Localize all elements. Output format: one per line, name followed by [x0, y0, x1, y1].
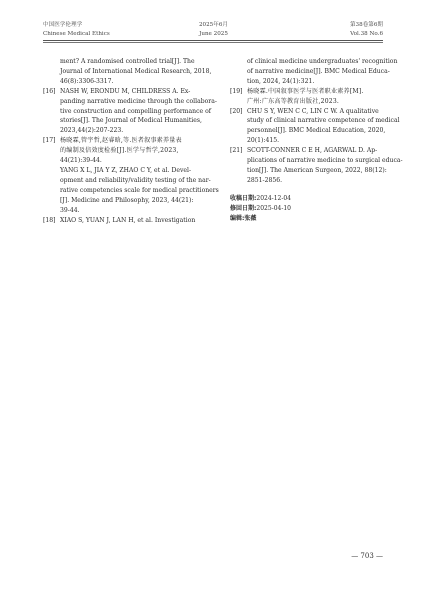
- reference-line: NASH W, ERONDU M, CHILDRESS A. Ex-: [60, 87, 191, 95]
- reference-entry: [43, 216, 200, 226]
- reference-line: 杨晓霖,管宇哲,赵睿晗,等.医者叙事素养量表: [60, 137, 182, 145]
- received-date-label: 收稿日期:: [230, 194, 257, 202]
- page-number: — 703 —: [351, 552, 383, 560]
- received-date-value: 2024-12-04: [256, 194, 291, 202]
- reference-line: [J]. Medicine and Philosophy, 2023, 44(21):: [60, 196, 194, 204]
- reference-line: of narrative medicine[J]. BMC Medical Educa-: [247, 67, 390, 75]
- reference-entry: [43, 136, 219, 215]
- reference-line: stories[J]. The Journal of Medical Humanities,: [60, 117, 202, 125]
- reference-line: YANG X L, JIA Y Z, ZHAO C Y, et al. Devel-: [60, 166, 192, 174]
- reference-line: tion, 2024, 24(1):321.: [247, 77, 315, 85]
- revised-date: [230, 204, 387, 214]
- reference-line: 46(8):3306-3317.: [60, 77, 114, 85]
- reference-entry: [43, 57, 212, 87]
- reference-line: rative competencies scale for medical practitioners: [60, 186, 219, 194]
- header-rule: [43, 40, 383, 41]
- reference-number: [20]: [230, 107, 243, 115]
- reference-line: of clinical medicine undergraduates' recognition: [247, 58, 398, 65]
- volume-header: [350, 21, 383, 38]
- reference-entry: [43, 87, 217, 137]
- reference-line: panding narrative medicine through the collabora-: [60, 97, 217, 105]
- header-rule-thin: [43, 42, 383, 43]
- right-column: [230, 57, 403, 224]
- article-metadata: [230, 194, 387, 225]
- reference-line: opment and reliability/validity testing of the nar-: [60, 176, 211, 184]
- reference-line: 的编制及信效度检验[J].医学与哲学,2023,: [60, 147, 179, 155]
- reference-line: 39-44.: [60, 206, 80, 214]
- reference-line: ment? A randomised controlled trial[J]. The: [60, 58, 195, 65]
- reference-line: Journal of International Medical Research, 2018,: [60, 67, 212, 75]
- reference-line: 2851-2856.: [247, 176, 283, 184]
- reference-line: personnel[J]. BMC Medical Education, 2020,: [247, 127, 386, 135]
- issue-date-en: June 2025: [199, 30, 228, 37]
- editor-label: 编辑:: [230, 215, 245, 223]
- editor-name: 张薇: [244, 215, 257, 223]
- reference-number: [17]: [43, 137, 56, 145]
- reference-line: XIAO S, YUAN J, LAN H, et al. Investigation: [60, 216, 196, 224]
- reference-line: study of clinical narrative competence of medical: [247, 117, 400, 125]
- reference-number: [16]: [43, 87, 56, 95]
- reference-line: CHU S Y, WEN C C, LIN C W. A qualitative: [247, 107, 379, 115]
- reference-number: [21]: [230, 147, 243, 155]
- reference-entry: [230, 146, 403, 186]
- journal-name-cn: 中国医学伦理学: [43, 22, 83, 28]
- volume-cn: 第38卷第6期: [349, 22, 383, 28]
- volume-en: Vol.38 No.6: [350, 30, 383, 37]
- reference-entry: [230, 87, 387, 107]
- reference-line: tive construction and compelling performance of: [60, 107, 211, 115]
- reference-line: 杨晓霖.中国叙事医学与医者职业素养[M].: [247, 87, 364, 95]
- reference-line: 2023,44(2):207-223.: [60, 127, 124, 135]
- reference-line: 20(1):415.: [247, 137, 280, 145]
- reference-line: 44(21):39-44.: [60, 157, 102, 165]
- revised-date-value: 2025-04-10: [256, 204, 291, 212]
- issue-date-cn: 2025年6月: [199, 22, 228, 28]
- reference-line: tion[J]. The American Surgeon, 2022, 88(12):: [247, 166, 387, 174]
- editor: [230, 214, 387, 224]
- received-date: [230, 194, 387, 204]
- reference-line: SCOTT-CONNER C E H, AGARWAL D. Ap-: [247, 147, 378, 155]
- reference-number: [18]: [43, 216, 56, 224]
- reference-entry: [230, 107, 400, 147]
- reference-entry: [230, 57, 398, 87]
- reference-line: 广州:广东高等教育出版社,2023.: [247, 97, 340, 105]
- journal-name-en: Chinese Medical Ethics: [43, 30, 110, 37]
- revised-date-label: 修回日期:: [230, 204, 257, 212]
- left-column: [43, 57, 219, 225]
- reference-number: [19]: [230, 87, 243, 95]
- reference-line: plications of narrative medicine to surgical educa-: [247, 157, 403, 165]
